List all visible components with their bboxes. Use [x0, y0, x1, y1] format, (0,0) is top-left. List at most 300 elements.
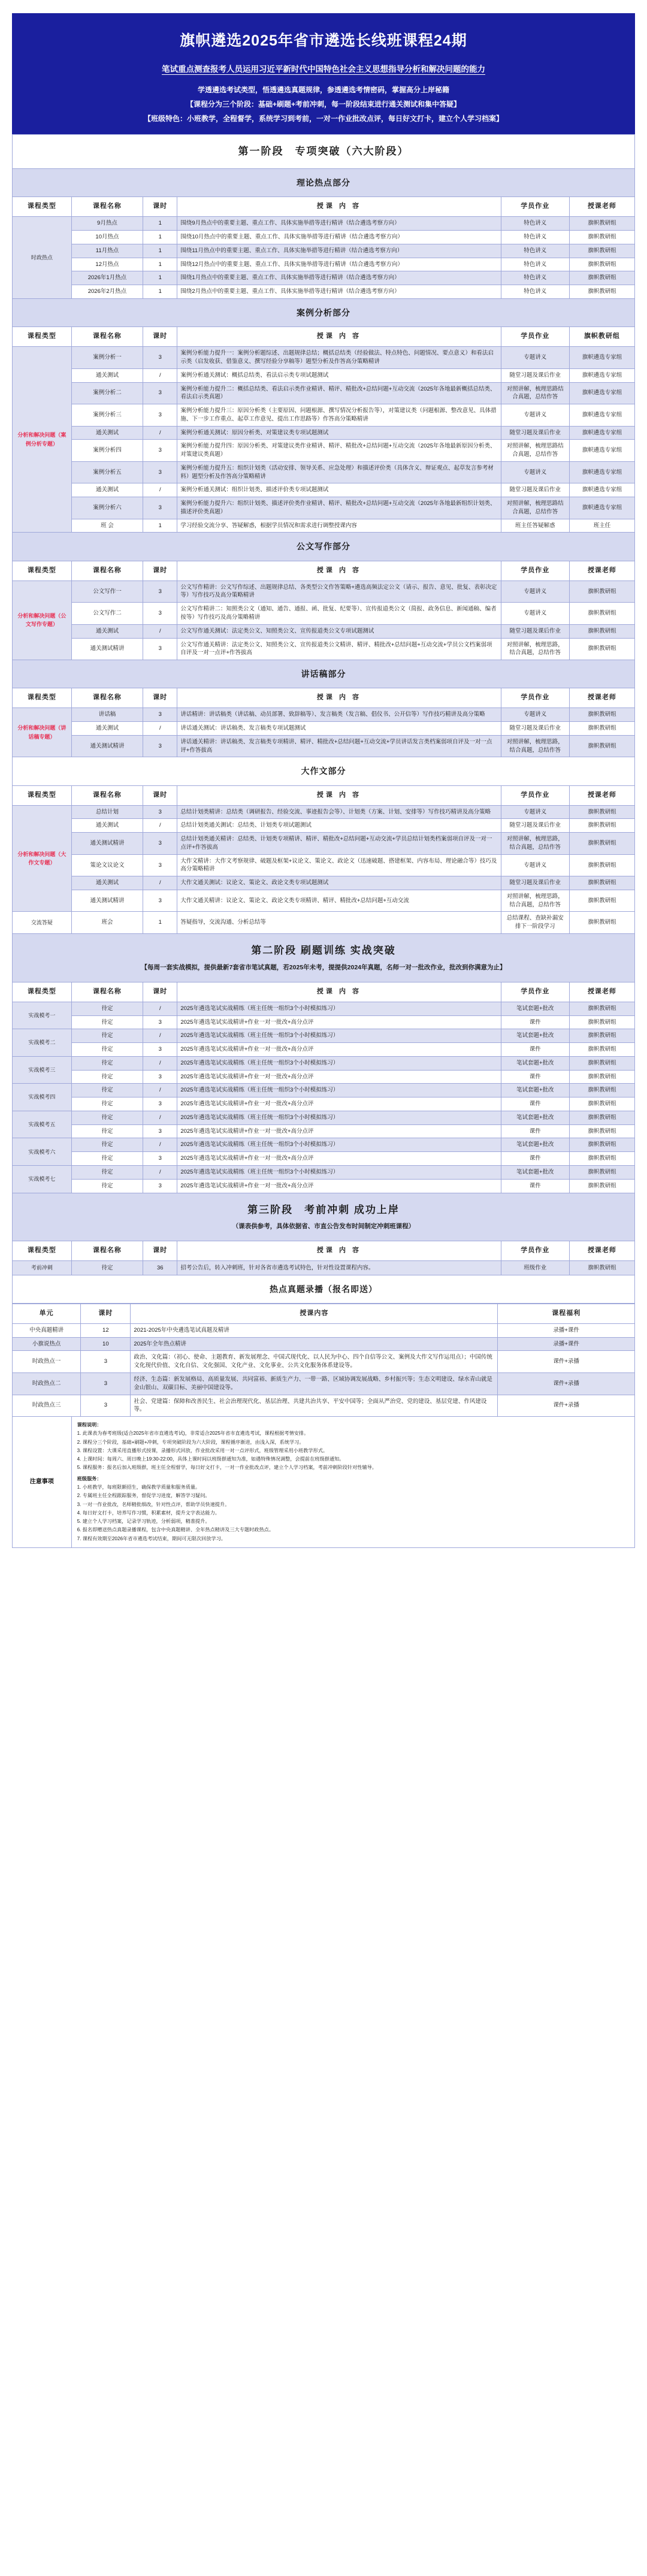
course-homework: 随堂习题及课后作业	[501, 624, 569, 638]
course-homework: 课件	[501, 1152, 569, 1166]
course-homework: 笔试套题+批改	[501, 1084, 569, 1097]
course-hours: 3	[143, 708, 177, 722]
bonus-content: 2021-2025年中央遴选笔试真题及精讲	[131, 1323, 498, 1337]
bonus-benefit: 录播+课件	[498, 1323, 635, 1337]
course-content: 围绕2月热点中的重要主题、重点工作、具体实施举措等进行精讲（结合遴选考察方向）	[177, 285, 501, 299]
table-row	[13, 1351, 635, 1373]
course-homework: 班主任答疑解惑	[501, 519, 569, 533]
course-hours: 1	[143, 912, 177, 934]
course-hours: 1	[143, 271, 177, 285]
column-header-name: 课程名称	[71, 561, 143, 580]
table-row	[13, 1097, 635, 1111]
course-teacher: 旗帜教研组	[569, 1056, 634, 1070]
table-row	[13, 1395, 635, 1417]
course-name: 待定	[71, 1056, 143, 1070]
course-teacher: 旗帜教研组	[569, 1002, 634, 1015]
course-homework: 随堂习题及课后作业	[501, 368, 569, 382]
course-homework: 专题讲义	[501, 708, 569, 722]
notes-label: 注意事项	[13, 1417, 72, 1547]
stage-2-title: 第二阶段 刷题训练 实战突破 【每周一套实战模拟，提供最新7套省市笔试真题，若2025年未考，提提供2024年真题，名师一对一批改作业，批改到你满意为止】	[13, 934, 635, 982]
course-homework: 专题讲义	[501, 580, 569, 603]
course-teacher: 旗帜教研组	[569, 1165, 634, 1179]
course-hours: 1	[143, 244, 177, 258]
bonus-recording-table	[12, 1304, 635, 1417]
course-homework: 专题讲义	[501, 854, 569, 876]
course-homework: 笔试套题+批改	[501, 1029, 569, 1043]
notes-body	[72, 1417, 634, 1547]
notes-service-line-5: 6. 报名即赠送热点真题录播课程，包含中央真题精讲、全年热点精讲及三大专题时政热点。	[77, 1527, 274, 1533]
course-teacher: 旗帜教研组	[569, 258, 634, 271]
table-row	[13, 833, 635, 855]
column-header-content: 授课 内 容	[177, 1241, 501, 1261]
table-row	[13, 819, 635, 833]
banner-line-3: 【班级特色：小班教学，全程督学，系统学习到考前，一对一作业批改点评，每日好文打卡，建立个人学习档案】	[143, 114, 503, 123]
course-hours: 3	[143, 461, 177, 483]
course-homework: 对照讲解，梳理思路结合真题，总结作答	[501, 497, 569, 519]
course-hours: 1	[143, 519, 177, 533]
course-teacher: 旗帜遴选专家组	[569, 404, 634, 427]
notes-line-2: 3. 课程设置：大课采用直播形式授课，录播形式回放，作业批改采用一对一点评形式，班级管理采用小班教学形式。	[77, 1447, 328, 1453]
notes-service-line-0: 1. 小班教学，每班限额招生，确保教学质量和服务质量。	[77, 1484, 201, 1490]
bonus-content: 政治、文化篇：（初心、使命、主题教育、新发展理念、中国式现代化、以人民为中心、四个自信等公文、案例及大作文写作运用点）；中国传统文化现代价值、文化自信、文化强国、文化产业、文化事业、公共文化服务体系建设等。	[131, 1351, 498, 1373]
course-homework: 课件	[501, 1124, 569, 1138]
course-homework: 特色讲义	[501, 285, 569, 299]
course-hours: /	[143, 1002, 177, 1015]
course-content: 2025年遴选笔试实战精讲+作业一对一批改+高分点评	[177, 1152, 501, 1166]
course-hours: 1	[143, 258, 177, 271]
course-hours: 3	[143, 404, 177, 427]
course-homework: 对照讲解，梳理思路结合真题，总结作答	[501, 382, 569, 404]
table-row	[13, 1304, 635, 1324]
course-teacher: 旗帜教研组	[569, 1124, 634, 1138]
course-name: 通关测试精讲	[71, 833, 143, 855]
stage-3-title-note: （课表供参考，具体依据省、市直公告发布时间制定冲刺班课程）	[232, 1223, 415, 1230]
course-content: 案例分析通关测试：组织计划类、描述评价类专项试题测试	[177, 483, 501, 497]
course-name: 案例分析二	[71, 382, 143, 404]
bonus-hours: 3	[81, 1395, 131, 1417]
course-content: 围绕10月热点中的重要主题、重点工作、具体实施举措等进行精讲（结合遴选考察方向）	[177, 231, 501, 244]
course-hours: 3	[143, 805, 177, 819]
course-content: 案例分析能力提升一：案例分析题综述、出题规律总结；概括总结类（经验做法、特点特色、问题情况、要点意义）和看法启示类（启发收获、借鉴意义、撰写经验分享稿等）题型分析及作答高分策略精讲	[177, 347, 501, 369]
course-name: 9月热点	[71, 217, 143, 231]
course-name: 待定	[71, 1070, 143, 1084]
course-name: 12月热点	[71, 258, 143, 271]
notes-line-4: 5. 课程服务：报名后加入班级群，班主任全程督学，每日好文打卡，一对一作业批改点评，建立个人学习档案，考前冲刺阶段针对性辅导。	[77, 1465, 377, 1471]
course-homework: 随堂习题及课后作业	[501, 722, 569, 736]
column-header-name: 课程名称	[71, 785, 143, 805]
notes-section	[12, 1417, 635, 1548]
course-homework: 随堂习题及课后作业	[501, 483, 569, 497]
bonus-benefit: 课件+录播	[498, 1395, 635, 1417]
course-name: 待定	[71, 1015, 143, 1029]
course-teacher: 旗帜遴选专家组	[569, 483, 634, 497]
category-cell: 实战模考一	[13, 1002, 72, 1029]
course-teacher: 旗帜遴选专家组	[569, 368, 634, 382]
course-content: 2025年遴选笔试实战精讲+作业一对一批改+高分点评	[177, 1097, 501, 1111]
course-content: 公文写作精讲二：知照类公文（通知、通告、通报、函、批复、纪要等）、宣传报道类公文（简报、政务信息、新闻通稿、编者按等）写作技巧及高分策略精讲	[177, 603, 501, 625]
table-row	[13, 1111, 635, 1124]
course-homework: 特色讲义	[501, 271, 569, 285]
category-cell: 实战模考二	[13, 1029, 72, 1057]
part-title-2: 公文写作部分	[13, 533, 635, 561]
category-cell: 实战模考六	[13, 1138, 72, 1166]
table-row	[13, 368, 635, 382]
course-hours: 3	[143, 382, 177, 404]
table-row	[13, 258, 635, 271]
category-cell: 交流答疑	[13, 912, 72, 934]
bonus-content: 社会、党建篇：保障和改善民生、社会治理现代化、基层治理、共建共治共享、平安中国等；全面从严治党、党的建设、基层党建、作风建设等。	[131, 1395, 498, 1417]
course-hours: /	[143, 722, 177, 736]
course-homework: 对照讲解，梳理思路，结合真题，总结作答	[501, 833, 569, 855]
table-row	[13, 735, 635, 757]
course-name: 待定	[71, 1084, 143, 1097]
table-row	[13, 426, 635, 440]
course-content: 招考公告后，转入冲刺班，针对各省市遴选考试特色，针对性设置课程内容。	[177, 1261, 501, 1275]
table-row	[13, 624, 635, 638]
course-homework: 随堂习题及课后作业	[501, 819, 569, 833]
table-row	[13, 1124, 635, 1138]
column-header-content: 授课 内 容	[177, 561, 501, 580]
course-teacher: 旗帜教研组	[569, 580, 634, 603]
course-teacher: 旗帜教研组	[569, 638, 634, 660]
course-hours: 3	[143, 440, 177, 462]
course-homework: 总结课程、查缺补漏安排下一阶段学习	[501, 912, 569, 934]
course-name: 待定	[71, 1002, 143, 1015]
column-header-hours: 课时	[143, 982, 177, 1002]
stage-2-title-note: 【每周一套实战模拟，提供最新7套省市笔试真题，若2025年未考，提提供2024年真题，名师一对一批改作业，批改到你满意为止】	[141, 963, 506, 971]
course-teacher: 旗帜教研组	[569, 854, 634, 876]
course-hours: 1	[143, 285, 177, 299]
bonus-unit: 小旗说热点	[13, 1337, 81, 1351]
course-content: 案例分析能力提升四：原因分析类、对策建议类作业精讲、精评、精批改+总结问题+互动交流（2025年各地最新原因分析类、对策建议类真题）	[177, 440, 501, 462]
table-row	[13, 1179, 635, 1193]
notes-service-line-6: 7. 课程有效期至2026年省市遴选考试结束，期间可无限次回放学习。	[77, 1535, 226, 1541]
table-row	[13, 533, 635, 561]
table-row	[13, 298, 635, 326]
course-hours: /	[143, 1138, 177, 1152]
course-hours: /	[143, 819, 177, 833]
course-name: 通关测试	[71, 722, 143, 736]
bonus-content: 2025年全年热点精讲	[131, 1337, 498, 1351]
course-teacher: 旗帜遴选专家组	[569, 461, 634, 483]
course-hours: 3	[143, 1152, 177, 1166]
course-name: 案例分析五	[71, 461, 143, 483]
course-homework: 专题讲义	[501, 461, 569, 483]
course-content: 2025年遴选笔试实战精练（班主任统一组织3个小时模拟练习）	[177, 1165, 501, 1179]
course-homework: 特色讲义	[501, 217, 569, 231]
course-homework: 对照讲解，梳理思路结合真题，总结作答	[501, 440, 569, 462]
course-content: 案例分析通关测试：原因分析类、对策建议类专项试题测试	[177, 426, 501, 440]
course-name: 通关测试精讲	[71, 890, 143, 912]
table-row	[13, 1165, 635, 1179]
course-content: 2025年遴选笔试实战精讲+作业一对一批改+高分点评	[177, 1070, 501, 1084]
course-homework: 特色讲义	[501, 231, 569, 244]
table-row	[13, 1373, 635, 1395]
course-name: 待定	[71, 1029, 143, 1043]
table-row	[13, 483, 635, 497]
course-homework: 课件	[501, 1070, 569, 1084]
course-teacher: 旗帜教研组	[569, 1070, 634, 1084]
course-teacher: 旗帜遴选专家组	[569, 426, 634, 440]
course-name: 11月热点	[71, 244, 143, 258]
course-teacher: 旗帜教研组	[569, 1097, 634, 1111]
course-content: 公文写作通关测试：法定类公文、知照类公文、宣传报道类公文专项试题测试	[177, 624, 501, 638]
column-header-hours: 课时	[143, 561, 177, 580]
course-content: 2025年遴选笔试实战精练（班主任统一组织3个小时模拟练习）	[177, 1002, 501, 1015]
course-content: 公文写作通关精讲：法定类公文、知照类公文、宣传报道类公文精讲、精评、精批改+总结问题+互动交流+学员公文档案弱项自评及一对一点评+作答拔高	[177, 638, 501, 660]
table-row	[13, 197, 635, 217]
column-header-content: 授课 内 容	[177, 982, 501, 1002]
course-hours: 3	[143, 833, 177, 855]
course-name: 策论文议论文	[71, 854, 143, 876]
category-cell: 分析和解决问题（公文写作专题）	[13, 580, 72, 660]
course-homework: 笔试套题+批改	[501, 1002, 569, 1015]
table-row	[13, 1323, 635, 1337]
course-hours: /	[143, 1084, 177, 1097]
column-header-name: 课程名称	[71, 688, 143, 708]
category-cell: 分析和解决问题（大作文专题）	[13, 805, 72, 912]
column-header-teacher: 授课老师	[569, 197, 634, 217]
column-header-homework: 学员作业	[501, 785, 569, 805]
bonus-title: 热点真题录播（报名即送）	[13, 1275, 635, 1303]
table-row	[13, 1152, 635, 1166]
column-header-teacher: 旗帜教研组	[569, 327, 634, 347]
column-header-type: 课程类型	[13, 785, 72, 805]
category-cell: 实战模考四	[13, 1084, 72, 1111]
notes-service-line-4: 5. 建立个人学习档案，记录学习轨迹，分析弱项，精准提升。	[77, 1519, 210, 1525]
table-row	[13, 271, 635, 285]
table-row	[13, 461, 635, 483]
course-name: 待定	[71, 1138, 143, 1152]
course-teacher: 旗帜教研组	[569, 722, 634, 736]
course-name: 案例分析四	[71, 440, 143, 462]
course-homework: 课件	[501, 1043, 569, 1057]
course-teacher: 旗帜教研组	[569, 1015, 634, 1029]
column-header-content: 授课 内 容	[177, 327, 501, 347]
course-name: 待定	[71, 1152, 143, 1166]
course-teacher: 旗帜遴选专家组	[569, 382, 634, 404]
course-content: 2025年遴选笔试实战精讲+作业一对一批改+高分点评	[177, 1043, 501, 1057]
course-content: 总结计划类通关精讲：总结类、计划类专项精讲、精评、精批改+总结问题+互动交流+学员总结计划类档案弱项自评及一对一点评+作答拔高	[177, 833, 501, 855]
course-teacher: 班主任	[569, 519, 634, 533]
course-hours: 3	[143, 1043, 177, 1057]
course-teacher: 旗帜教研组	[569, 1043, 634, 1057]
course-name: 公文写作一	[71, 580, 143, 603]
part-title-0: 理论热点部分	[13, 169, 635, 197]
course-schedule-table	[12, 134, 635, 1304]
bonus-hours: 3	[81, 1373, 131, 1395]
table-row	[13, 890, 635, 912]
course-homework: 课件	[501, 1097, 569, 1111]
course-hours: /	[143, 483, 177, 497]
course-teacher: 旗帜教研组	[569, 708, 634, 722]
course-content: 讲话通关精讲：讲话稿类、发言稿类专项精讲、精评、精批改+总结问题+互动交流+学员讲话发言类档案弱项自评及一对一点评+作答拔高	[177, 735, 501, 757]
bonus-content: 经济、生态篇：新发展格局、高质量发展、共同富裕、新质生产力、一带一路、区域协调发展战略、乡村振兴等；生态文明建设、绿水青山就是金山银山、双碳目标、美丽中国建设等。	[131, 1373, 498, 1395]
course-content: 案例分析能力提升三：原因分析类（主要原因、问题根源、撰写情况分析报告等），对策建议类（问题根源、整改意见、具体措施、下一步工作重点、起草工作意见、提出工作思路等）作答高分策略精讲	[177, 404, 501, 427]
course-name: 总结计划	[71, 805, 143, 819]
course-teacher: 旗帜教研组	[569, 890, 634, 912]
column-header-hours: 课时	[143, 327, 177, 347]
table-row	[13, 440, 635, 462]
table-row	[13, 1275, 635, 1303]
bonus-benefit: 课件+录播	[498, 1373, 635, 1395]
course-hours: 3	[143, 580, 177, 603]
course-content: 围绕11月热点中的重要主题、重点工作、具体实施举措等进行精讲（结合遴选考察方向）	[177, 244, 501, 258]
column-header-name: 课程名称	[71, 982, 143, 1002]
table-row	[13, 134, 635, 169]
course-teacher: 旗帜教研组	[569, 833, 634, 855]
course-teacher: 旗帜遴选专家组	[569, 440, 634, 462]
table-row	[13, 1070, 635, 1084]
course-content: 答疑指导，交流沟通、分析总结等	[177, 912, 501, 934]
bonus-header-benefit: 课程福利	[498, 1304, 635, 1324]
course-name: 2026年2月热点	[71, 285, 143, 299]
bonus-benefit: 课件+录播	[498, 1351, 635, 1373]
course-name: 待定	[71, 1043, 143, 1057]
course-hours: /	[143, 876, 177, 890]
table-row	[13, 912, 635, 934]
course-teacher: 旗帜教研组	[569, 876, 634, 890]
course-hours: /	[143, 1165, 177, 1179]
course-homework: 笔试套题+批改	[501, 1111, 569, 1124]
course-content: 大作文通关测试：议论文、策论文、政论文类专项试题测试	[177, 876, 501, 890]
table-row	[13, 1015, 635, 1029]
course-hours: 3	[143, 1179, 177, 1193]
table-row	[13, 660, 635, 688]
table-row	[13, 327, 635, 347]
notes-line-3: 4. 上课时间：每周六、周日晚上19:30-22:00，具体上课时间以班级群通知为准，如遇特殊情况调整，会提前在班级群通知。	[77, 1456, 344, 1462]
course-content: 2025年遴选笔试实战精讲+作业一对一批改+高分点评	[177, 1015, 501, 1029]
table-row	[13, 785, 635, 805]
course-homework: 课件	[501, 1179, 569, 1193]
table-row	[13, 580, 635, 603]
course-name: 案例分析一	[71, 347, 143, 369]
table-row	[13, 1002, 635, 1015]
course-hours: /	[143, 1056, 177, 1070]
notes-line-0: 1. 此课表为春考班级(适合2025年省市直遴选考试)，非常适合2025年省市直遴选考试，课程根据考情安排。	[77, 1431, 309, 1437]
column-header-teacher: 授课老师	[569, 785, 634, 805]
column-header-teacher: 授课老师	[569, 1241, 634, 1261]
course-name: 通关测试精讲	[71, 735, 143, 757]
course-content: 案例分析能力提升六：组织计划类、描述评价类作业精讲、精评、精批改+总结问题+互动交流（2025年各地最新组织计划类、描述评价类真题）	[177, 497, 501, 519]
stage-3-title: 第三阶段 考前冲刺 成功上岸 （课表供参考，具体依据省、市直公告发布时间制定冲刺班课程）	[13, 1193, 635, 1241]
course-teacher: 旗帜遴选专家组	[569, 497, 634, 519]
course-homework: 笔试套题+批改	[501, 1165, 569, 1179]
page-title: 旗帜遴选2025年省市遴选长线班课程24期	[180, 32, 467, 49]
column-header-name: 课程名称	[71, 1241, 143, 1261]
table-row	[13, 404, 635, 427]
course-teacher: 旗帜教研组	[569, 1261, 634, 1275]
table-row	[13, 382, 635, 404]
course-teacher: 旗帜教研组	[569, 805, 634, 819]
column-header-hours: 课时	[143, 688, 177, 708]
column-header-type: 课程类型	[13, 197, 72, 217]
course-homework: 专题讲义	[501, 404, 569, 427]
course-name: 通关测试	[71, 426, 143, 440]
category-cell: 实战模考七	[13, 1165, 72, 1193]
table-row	[13, 1029, 635, 1043]
column-header-type: 课程类型	[13, 688, 72, 708]
course-name: 讲话稿	[71, 708, 143, 722]
course-homework: 随堂习题及课后作业	[501, 426, 569, 440]
course-content: 2025年遴选笔试实战精练（班主任统一组织3个小时模拟练习）	[177, 1084, 501, 1097]
column-header-homework: 学员作业	[501, 327, 569, 347]
table-row	[13, 1138, 635, 1152]
bonus-header-hours: 课时	[81, 1304, 131, 1324]
course-hours: 3	[143, 638, 177, 660]
course-teacher: 旗帜教研组	[569, 819, 634, 833]
table-row	[13, 497, 635, 519]
column-header-hours: 课时	[143, 1241, 177, 1261]
course-hours: 3	[143, 1015, 177, 1029]
course-hours: /	[143, 624, 177, 638]
course-content: 案例分析通关测试：概括总结类、看法启示类专项试题测试	[177, 368, 501, 382]
column-header-name: 课程名称	[71, 327, 143, 347]
table-row	[13, 708, 635, 722]
table-row	[13, 876, 635, 890]
course-name: 班会	[71, 912, 143, 934]
course-hours: /	[143, 368, 177, 382]
column-header-type: 课程类型	[13, 1241, 72, 1261]
course-teacher: 旗帜教研组	[569, 624, 634, 638]
course-content: 公文写作精讲：公文写作综述、出题规律总结、各类型公文作答策略+遴选高频法定公文（请示、报告、意见、批复、表彰决定等）写作技巧及高分策略精讲	[177, 580, 501, 603]
course-banner	[12, 13, 635, 134]
course-content: 2025年遴选笔试实战精讲+作业一对一批改+高分点评	[177, 1124, 501, 1138]
column-header-name: 课程名称	[71, 197, 143, 217]
part-title-4: 大作文部分	[13, 757, 635, 785]
column-header-teacher: 授课老师	[569, 688, 634, 708]
course-content: 学习经验交流分享、答疑解惑，根据学员情况和需求进行调整授课内容	[177, 519, 501, 533]
course-hours: 3	[143, 347, 177, 369]
notes-service-line-3: 4. 每日好文打卡，培养写作习惯，积累素材，提升文字表达能力。	[77, 1510, 220, 1516]
column-header-content: 授课 内 容	[177, 688, 501, 708]
course-homework: 课件	[501, 1015, 569, 1029]
course-name: 公文写作二	[71, 603, 143, 625]
table-row	[13, 688, 635, 708]
course-content: 2025年遴选笔试实战精练（班主任统一组织3个小时模拟练习）	[177, 1056, 501, 1070]
bonus-unit: 时政热点一	[13, 1351, 81, 1373]
course-hours: 3	[143, 1124, 177, 1138]
column-header-homework: 学员作业	[501, 982, 569, 1002]
banner-subtitle: 笔试重点测查报考人员运用习近平新时代中国特色社会主义思想指导分析和解决问题的能力	[162, 64, 485, 74]
course-homework: 特色讲义	[501, 244, 569, 258]
course-hours: 3	[143, 1070, 177, 1084]
category-cell: 时政热点	[13, 217, 72, 299]
course-teacher: 旗帜教研组	[569, 217, 634, 231]
category-cell: 实战模考三	[13, 1056, 72, 1084]
course-teacher: 旗帜教研组	[569, 244, 634, 258]
bonus-hours: 3	[81, 1351, 131, 1373]
course-name: 通关测试精讲	[71, 638, 143, 660]
course-content: 围绕1月热点中的重要主题、重点工作、具体实施举措等进行精讲（结合遴选考察方向）	[177, 271, 501, 285]
table-row	[13, 982, 635, 1002]
table-row	[13, 638, 635, 660]
table-row	[13, 934, 635, 982]
course-teacher: 旗帜教研组	[569, 735, 634, 757]
course-content: 总结计划类精讲：总结类（调研报告、经验交流、事迹报告会等）、计划类（方案、计划、安排等）写作技巧精讲及高分策略	[177, 805, 501, 819]
bonus-hours: 12	[81, 1323, 131, 1337]
course-name: 案例分析三	[71, 404, 143, 427]
course-content: 2025年遴选笔试实战精练（班主任统一组织3个小时模拟练习）	[177, 1029, 501, 1043]
course-name: 案例分析六	[71, 497, 143, 519]
table-row	[13, 169, 635, 197]
course-hours: 3	[143, 497, 177, 519]
course-homework: 对照讲解，梳理思路，结合真题，总结作答	[501, 735, 569, 757]
category-cell: 分析和解决问题（案例分析专题）	[13, 347, 72, 533]
course-content: 讲话通关测试：讲话稿类、发言稿类专项试题测试	[177, 722, 501, 736]
column-header-hours: 课时	[143, 197, 177, 217]
course-homework: 特色讲义	[501, 258, 569, 271]
